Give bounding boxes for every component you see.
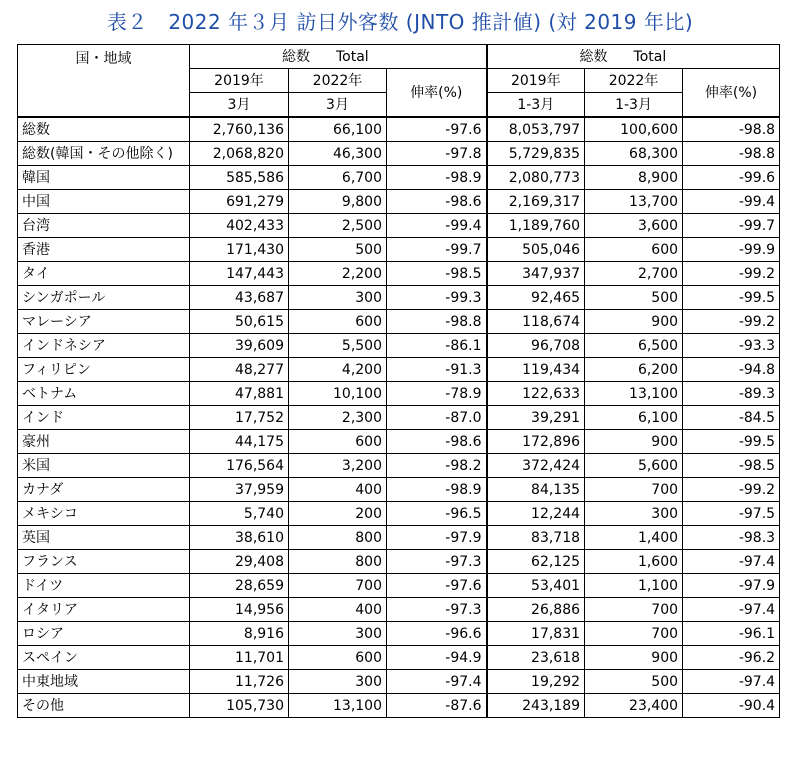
ytd-2022-year-header: 2022年 (585, 69, 683, 93)
ytd-growth-cell: -93.3 (683, 334, 780, 358)
region-name-cell: ロシア (18, 622, 190, 646)
ytd-growth-cell: -96.1 (683, 622, 780, 646)
ytd-2019-cell: 96,708 (487, 334, 585, 358)
ytd-growth-cell: -96.2 (683, 646, 780, 670)
march-2019-cell: 29,408 (190, 550, 289, 574)
region-name-cell: 英国 (18, 526, 190, 550)
table-row (18, 117, 780, 142)
march-growth-cell: -97.3 (387, 550, 487, 574)
ytd-2022-cell: 5,600 (585, 454, 683, 478)
march-2022-cell: 600 (289, 646, 387, 670)
ytd-2022-cell: 700 (585, 478, 683, 502)
ytd-2019-cell: 8,053,797 (487, 117, 585, 142)
march-growth-cell: -78.9 (387, 382, 487, 406)
table-row (18, 142, 780, 166)
region-name-cell: シンガポール (18, 286, 190, 310)
ytd-growth-cell: -84.5 (683, 406, 780, 430)
region-name-cell: カナダ (18, 478, 190, 502)
march-growth-cell: -86.1 (387, 334, 487, 358)
ytd-2022-cell: 100,600 (585, 117, 683, 142)
march-2019-cell: 2,760,136 (190, 117, 289, 142)
ytd-growth-cell: -99.4 (683, 190, 780, 214)
ytd-2019-cell: 122,633 (487, 382, 585, 406)
region-name-cell: インド (18, 406, 190, 430)
table-row (18, 382, 780, 406)
march-growth-cell: -97.6 (387, 574, 487, 598)
region-name-cell: 中東地域 (18, 670, 190, 694)
ytd-2019-cell: 172,896 (487, 430, 585, 454)
ytd-2022-cell: 900 (585, 430, 683, 454)
march-growth-cell: -97.3 (387, 598, 487, 622)
ytd-2019-cell: 372,424 (487, 454, 585, 478)
table-row (18, 166, 780, 190)
march-2022-month-header: 3月 (289, 93, 387, 118)
ytd-2019-cell: 118,674 (487, 310, 585, 334)
ytd-2019-cell: 347,937 (487, 262, 585, 286)
region-name-cell: 総数(韓国・その他除く) (18, 142, 190, 166)
march-growth-cell: -97.8 (387, 142, 487, 166)
march-growth-cell: -98.9 (387, 166, 487, 190)
march-2022-cell: 3,200 (289, 454, 387, 478)
ytd-growth-cell: -99.6 (683, 166, 780, 190)
ytd-2019-cell: 1,189,760 (487, 214, 585, 238)
march-2022-cell: 400 (289, 598, 387, 622)
march-2022-cell: 300 (289, 622, 387, 646)
ytd-growth-cell: -98.3 (683, 526, 780, 550)
march-2019-cell: 105,730 (190, 694, 289, 718)
march-2019-cell: 11,726 (190, 670, 289, 694)
table-row (18, 310, 780, 334)
ytd-2022-cell: 6,100 (585, 406, 683, 430)
ytd-2022-cell: 68,300 (585, 142, 683, 166)
region-name-cell: その他 (18, 694, 190, 718)
march-2019-cell: 5,740 (190, 502, 289, 526)
march-growth-cell: -98.8 (387, 310, 487, 334)
march-2019-cell: 147,443 (190, 262, 289, 286)
march-2022-cell: 200 (289, 502, 387, 526)
ytd-growth-cell: -99.5 (683, 430, 780, 454)
march-2022-cell: 600 (289, 310, 387, 334)
region-name-cell: 韓国 (18, 166, 190, 190)
march-2019-cell: 11,701 (190, 646, 289, 670)
ytd-2022-cell: 13,100 (585, 382, 683, 406)
ytd-growth-cell: -98.8 (683, 117, 780, 142)
table-row (18, 622, 780, 646)
ytd-growth-cell: -99.9 (683, 238, 780, 262)
table-title: 表２ 2022 年３月 訪日外客数 (JNTO 推計値) (対 2019 年比) (106, 10, 694, 34)
table-row (18, 430, 780, 454)
ytd-2019-cell: 53,401 (487, 574, 585, 598)
ytd-2022-cell: 900 (585, 646, 683, 670)
march-2022-cell: 2,300 (289, 406, 387, 430)
ytd-growth-cell: -99.2 (683, 310, 780, 334)
march-2019-cell: 402,433 (190, 214, 289, 238)
region-name-cell: 中国 (18, 190, 190, 214)
ytd-2022-cell: 6,500 (585, 334, 683, 358)
table-row (18, 358, 780, 382)
region-name-cell: マレーシア (18, 310, 190, 334)
region-name-cell: 総数 (18, 117, 190, 142)
ytd-2019-cell: 83,718 (487, 526, 585, 550)
march-2022-cell: 66,100 (289, 117, 387, 142)
march-2019-cell: 43,687 (190, 286, 289, 310)
visitor-arrivals-table (17, 44, 780, 718)
march-2022-cell: 46,300 (289, 142, 387, 166)
ytd-growth-cell: -89.3 (683, 382, 780, 406)
ytd-2019-month-header: 1-3月 (487, 93, 585, 118)
march-2022-cell: 13,100 (289, 694, 387, 718)
march-growth-cell: -98.5 (387, 262, 487, 286)
march-2022-cell: 800 (289, 550, 387, 574)
table-row (18, 262, 780, 286)
table-row (18, 598, 780, 622)
table-header (18, 45, 780, 118)
march-2019-month-header: 3月 (190, 93, 289, 118)
region-name-cell: フィリピン (18, 358, 190, 382)
march-growth-cell: -91.3 (387, 358, 487, 382)
march-2019-cell: 17,752 (190, 406, 289, 430)
ytd-2022-cell: 2,700 (585, 262, 683, 286)
march-2022-cell: 10,100 (289, 382, 387, 406)
table-row (18, 478, 780, 502)
march-2019-cell: 14,956 (190, 598, 289, 622)
march-2019-cell: 691,279 (190, 190, 289, 214)
ytd-2022-cell: 8,900 (585, 166, 683, 190)
ytd-growth-cell: -90.4 (683, 694, 780, 718)
region-name-cell: フランス (18, 550, 190, 574)
march-growth-cell: -98.2 (387, 454, 487, 478)
ytd-2019-cell: 84,135 (487, 478, 585, 502)
march-growth-cell: -97.9 (387, 526, 487, 550)
ytd-2022-cell: 13,700 (585, 190, 683, 214)
march-2019-cell: 585,586 (190, 166, 289, 190)
ytd-2022-month-header: 1-3月 (585, 93, 683, 118)
march-2022-cell: 5,500 (289, 334, 387, 358)
region-name-cell: 台湾 (18, 214, 190, 238)
ytd-growth-cell: -97.9 (683, 574, 780, 598)
table-row (18, 646, 780, 670)
march-growth-header: 伸率(%) (387, 69, 487, 118)
table-row (18, 694, 780, 718)
march-growth-cell: -99.7 (387, 238, 487, 262)
ytd-growth-cell: -98.8 (683, 142, 780, 166)
table-row (18, 502, 780, 526)
group-total-en: Total (633, 48, 667, 65)
ytd-growth-cell: -99.7 (683, 214, 780, 238)
region-name-cell: スペイン (18, 646, 190, 670)
march-2022-cell: 6,700 (289, 166, 387, 190)
region-name-cell: メキシコ (18, 502, 190, 526)
ytd-growth-cell: -97.4 (683, 550, 780, 574)
ytd-2019-cell: 2,169,317 (487, 190, 585, 214)
march-2022-cell: 500 (289, 238, 387, 262)
march-2019-cell: 48,277 (190, 358, 289, 382)
march-2022-cell: 300 (289, 670, 387, 694)
march-growth-cell: -94.9 (387, 646, 487, 670)
region-name-cell: イタリア (18, 598, 190, 622)
table-row (18, 190, 780, 214)
ytd-growth-cell: -94.8 (683, 358, 780, 382)
table-row (18, 550, 780, 574)
table-row (18, 334, 780, 358)
table-row (18, 238, 780, 262)
table-row (18, 406, 780, 430)
ytd-2022-cell: 700 (585, 598, 683, 622)
ytd-growth-cell: -99.2 (683, 478, 780, 502)
march-2022-cell: 300 (289, 286, 387, 310)
ytd-growth-cell: -97.4 (683, 598, 780, 622)
march-growth-cell: -99.4 (387, 214, 487, 238)
table-row (18, 454, 780, 478)
march-2022-cell: 2,200 (289, 262, 387, 286)
march-2019-cell: 38,610 (190, 526, 289, 550)
march-2022-cell: 700 (289, 574, 387, 598)
march-2019-cell: 44,175 (190, 430, 289, 454)
ytd-2022-cell: 500 (585, 670, 683, 694)
ytd-growth-cell: -99.5 (683, 286, 780, 310)
march-growth-cell: -87.6 (387, 694, 487, 718)
ytd-growth-cell: -99.2 (683, 262, 780, 286)
march-2019-cell: 37,959 (190, 478, 289, 502)
ytd-2019-cell: 39,291 (487, 406, 585, 430)
table-row (18, 214, 780, 238)
ytd-2019-cell: 505,046 (487, 238, 585, 262)
ytd-2022-cell: 300 (585, 502, 683, 526)
march-2019-cell: 47,881 (190, 382, 289, 406)
table-row (18, 670, 780, 694)
ytd-2022-cell: 3,600 (585, 214, 683, 238)
ytd-2019-cell: 17,831 (487, 622, 585, 646)
march-2022-cell: 2,500 (289, 214, 387, 238)
march-2022-cell: 800 (289, 526, 387, 550)
ytd-2019-cell: 2,080,773 (487, 166, 585, 190)
ytd-2022-cell: 900 (585, 310, 683, 334)
march-growth-cell: -97.6 (387, 117, 487, 142)
group-total-jp: 総数 (282, 48, 310, 65)
ytd-growth-cell: -98.5 (683, 454, 780, 478)
ytd-2022-cell: 500 (585, 286, 683, 310)
region-name-cell: 香港 (18, 238, 190, 262)
march-2022-cell: 600 (289, 430, 387, 454)
region-column-header: 国・地域 (18, 45, 190, 118)
ytd-2022-cell: 600 (585, 238, 683, 262)
march-growth-cell: -98.6 (387, 190, 487, 214)
table-row (18, 286, 780, 310)
table-row (18, 574, 780, 598)
march-growth-cell: -99.3 (387, 286, 487, 310)
table-body (18, 117, 780, 718)
ytd-2019-cell: 19,292 (487, 670, 585, 694)
ytd-2019-cell: 62,125 (487, 550, 585, 574)
march-2019-cell: 171,430 (190, 238, 289, 262)
march-growth-cell: -96.5 (387, 502, 487, 526)
ytd-2022-cell: 700 (585, 622, 683, 646)
group-total-jp: 総数 (579, 48, 608, 65)
ytd-2019-cell: 119,434 (487, 358, 585, 382)
region-name-cell: タイ (18, 262, 190, 286)
ytd-2022-cell: 1,400 (585, 526, 683, 550)
region-name-cell: 豪州 (18, 430, 190, 454)
region-name-cell: ドイツ (18, 574, 190, 598)
march-2019-cell: 8,916 (190, 622, 289, 646)
march-growth-cell: -98.9 (387, 478, 487, 502)
ytd-2019-cell: 12,244 (487, 502, 585, 526)
region-name-cell: ベトナム (18, 382, 190, 406)
ytd-2022-cell: 1,600 (585, 550, 683, 574)
ytd-2022-cell: 1,100 (585, 574, 683, 598)
ytd-2019-year-header: 2019年 (487, 69, 585, 93)
march-growth-cell: -97.4 (387, 670, 487, 694)
march-2019-cell: 50,615 (190, 310, 289, 334)
ytd-2019-cell: 5,729,835 (487, 142, 585, 166)
ytd-2022-cell: 6,200 (585, 358, 683, 382)
group-total-en: Total (336, 48, 369, 65)
march-2019-cell: 176,564 (190, 454, 289, 478)
march-growth-cell: -98.6 (387, 430, 487, 454)
march-2019-year-header: 2019年 (190, 69, 289, 93)
march-2022-cell: 4,200 (289, 358, 387, 382)
ytd-growth-header: 伸率(%) (683, 69, 780, 118)
ytd-growth-cell: -97.5 (683, 502, 780, 526)
march-2019-cell: 2,068,820 (190, 142, 289, 166)
ytd-2019-cell: 26,886 (487, 598, 585, 622)
march-growth-cell: -87.0 (387, 406, 487, 430)
march-2022-year-header: 2022年 (289, 69, 387, 93)
march-2022-cell: 400 (289, 478, 387, 502)
region-name-cell: 米国 (18, 454, 190, 478)
march-growth-cell: -96.6 (387, 622, 487, 646)
march-2022-cell: 9,800 (289, 190, 387, 214)
ytd-2019-cell: 23,618 (487, 646, 585, 670)
march-2019-cell: 39,609 (190, 334, 289, 358)
march-total-group-header (190, 45, 487, 69)
ytd-2019-cell: 92,465 (487, 286, 585, 310)
march-2019-cell: 28,659 (190, 574, 289, 598)
ytd-growth-cell: -97.4 (683, 670, 780, 694)
ytd-total-group-header (487, 45, 780, 69)
ytd-2022-cell: 23,400 (585, 694, 683, 718)
table-row (18, 526, 780, 550)
region-name-cell: インドネシア (18, 334, 190, 358)
ytd-2019-cell: 243,189 (487, 694, 585, 718)
